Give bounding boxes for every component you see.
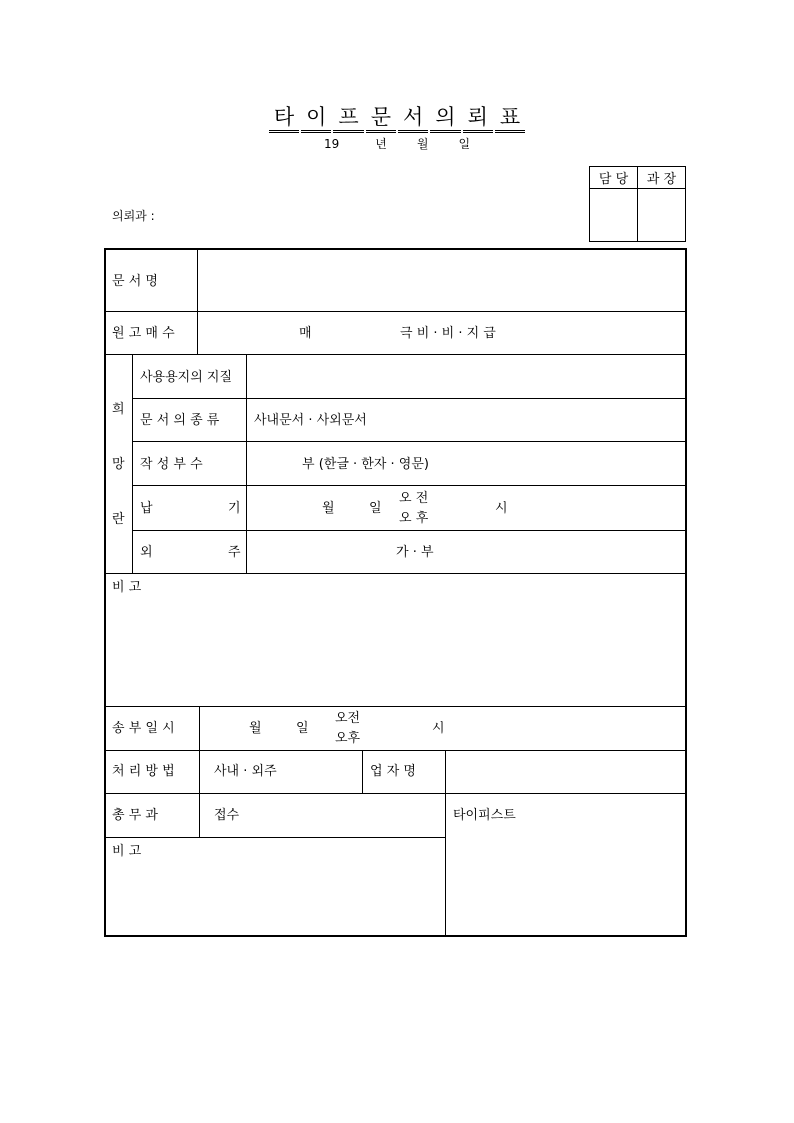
title-char: 서 <box>398 104 428 133</box>
wish-label-char: 희 <box>112 402 125 417</box>
send-label: 송 부 일 시 <box>112 721 175 736</box>
title-char: 문 <box>366 104 396 133</box>
send-pm[interactable]: 오후 <box>335 731 361 746</box>
outsource-options[interactable]: 가 · 부 <box>396 545 434 560</box>
request-form <box>104 248 687 937</box>
requesting-dept-label: 의뢰과 : <box>112 209 155 223</box>
make-copies-label: 작 성 부 수 <box>140 457 203 472</box>
row-divider <box>106 706 685 707</box>
method-label: 처 리 방 법 <box>112 764 175 779</box>
approval-manager-box[interactable] <box>638 189 686 242</box>
remarks2-field[interactable] <box>106 860 445 935</box>
year-label: 년 <box>375 137 387 151</box>
paper-field[interactable] <box>247 355 685 398</box>
outsource-label-left: 외 <box>140 545 153 560</box>
copies-unit: 매 <box>299 326 312 341</box>
paper-label: 사용용지의 지질 <box>140 370 233 385</box>
deadline-pm[interactable]: 오 후 <box>399 511 429 526</box>
title-char: 의 <box>430 104 460 133</box>
row-divider <box>106 311 685 312</box>
deadline-label-left: 납 <box>140 501 153 516</box>
row-divider <box>132 530 685 531</box>
remarks-field[interactable] <box>106 598 685 704</box>
title-char: 표 <box>495 104 525 133</box>
doc-type-label: 문 서 의 종 류 <box>140 413 220 428</box>
year-prefix: 19 <box>323 137 340 151</box>
deadline-day: 일 <box>369 501 382 516</box>
col-divider <box>199 706 200 837</box>
row-divider <box>106 573 685 574</box>
receipt-label: 접수 <box>214 808 240 823</box>
remarks2-label: 비 고 <box>112 844 142 859</box>
doc-name-label: 문 서 명 <box>112 274 158 289</box>
vendor-label: 업 자 명 <box>370 764 416 779</box>
wish-label-char: 망 <box>112 457 125 472</box>
make-copies-text[interactable]: 부 (한글 · 한자 · 영문) <box>302 457 429 472</box>
copies-label: 원 고 매 수 <box>112 326 175 341</box>
doc-name-field[interactable] <box>198 250 685 311</box>
wish-label-char: 란 <box>112 512 125 527</box>
date-line <box>0 135 794 152</box>
outsource-label-right: 주 <box>228 545 241 560</box>
row-divider <box>106 793 685 794</box>
form-title <box>0 104 794 133</box>
deadline-hour: 시 <box>495 501 508 516</box>
send-hour: 시 <box>432 721 445 736</box>
approval-staff-label: 담 당 <box>590 167 638 189</box>
title-char: 프 <box>333 104 363 133</box>
typist-label: 타이피스트 <box>453 808 516 823</box>
row-divider <box>132 441 685 442</box>
col-divider <box>132 354 133 573</box>
remarks-label: 비 고 <box>112 580 142 595</box>
general-label: 총 무 과 <box>112 808 158 823</box>
urgency-options[interactable]: 극 비 · 비 · 지 급 <box>400 326 496 341</box>
month-label: 월 <box>416 137 429 151</box>
deadline-month: 월 <box>322 501 335 516</box>
send-am[interactable]: 오전 <box>335 711 361 726</box>
title-char: 뢰 <box>463 104 493 133</box>
send-day: 일 <box>296 721 309 736</box>
vendor-field[interactable] <box>446 751 685 793</box>
approval-manager-label: 과 장 <box>638 167 686 189</box>
title-char: 타 <box>269 104 299 133</box>
send-month: 월 <box>249 721 262 736</box>
row-divider <box>106 837 445 838</box>
deadline-label-right: 기 <box>228 501 241 516</box>
deadline-am[interactable]: 오 전 <box>399 491 429 506</box>
method-options[interactable]: 사내 · 외주 <box>214 764 277 779</box>
row-divider <box>132 485 685 486</box>
title-char: 이 <box>301 104 331 133</box>
doc-type-options[interactable]: 사내문서 · 사외문서 <box>254 413 367 428</box>
col-divider <box>362 750 363 793</box>
approval-staff-box[interactable] <box>590 189 638 242</box>
day-label: 일 <box>458 137 471 151</box>
approval-table <box>589 166 686 242</box>
row-divider <box>132 398 685 399</box>
